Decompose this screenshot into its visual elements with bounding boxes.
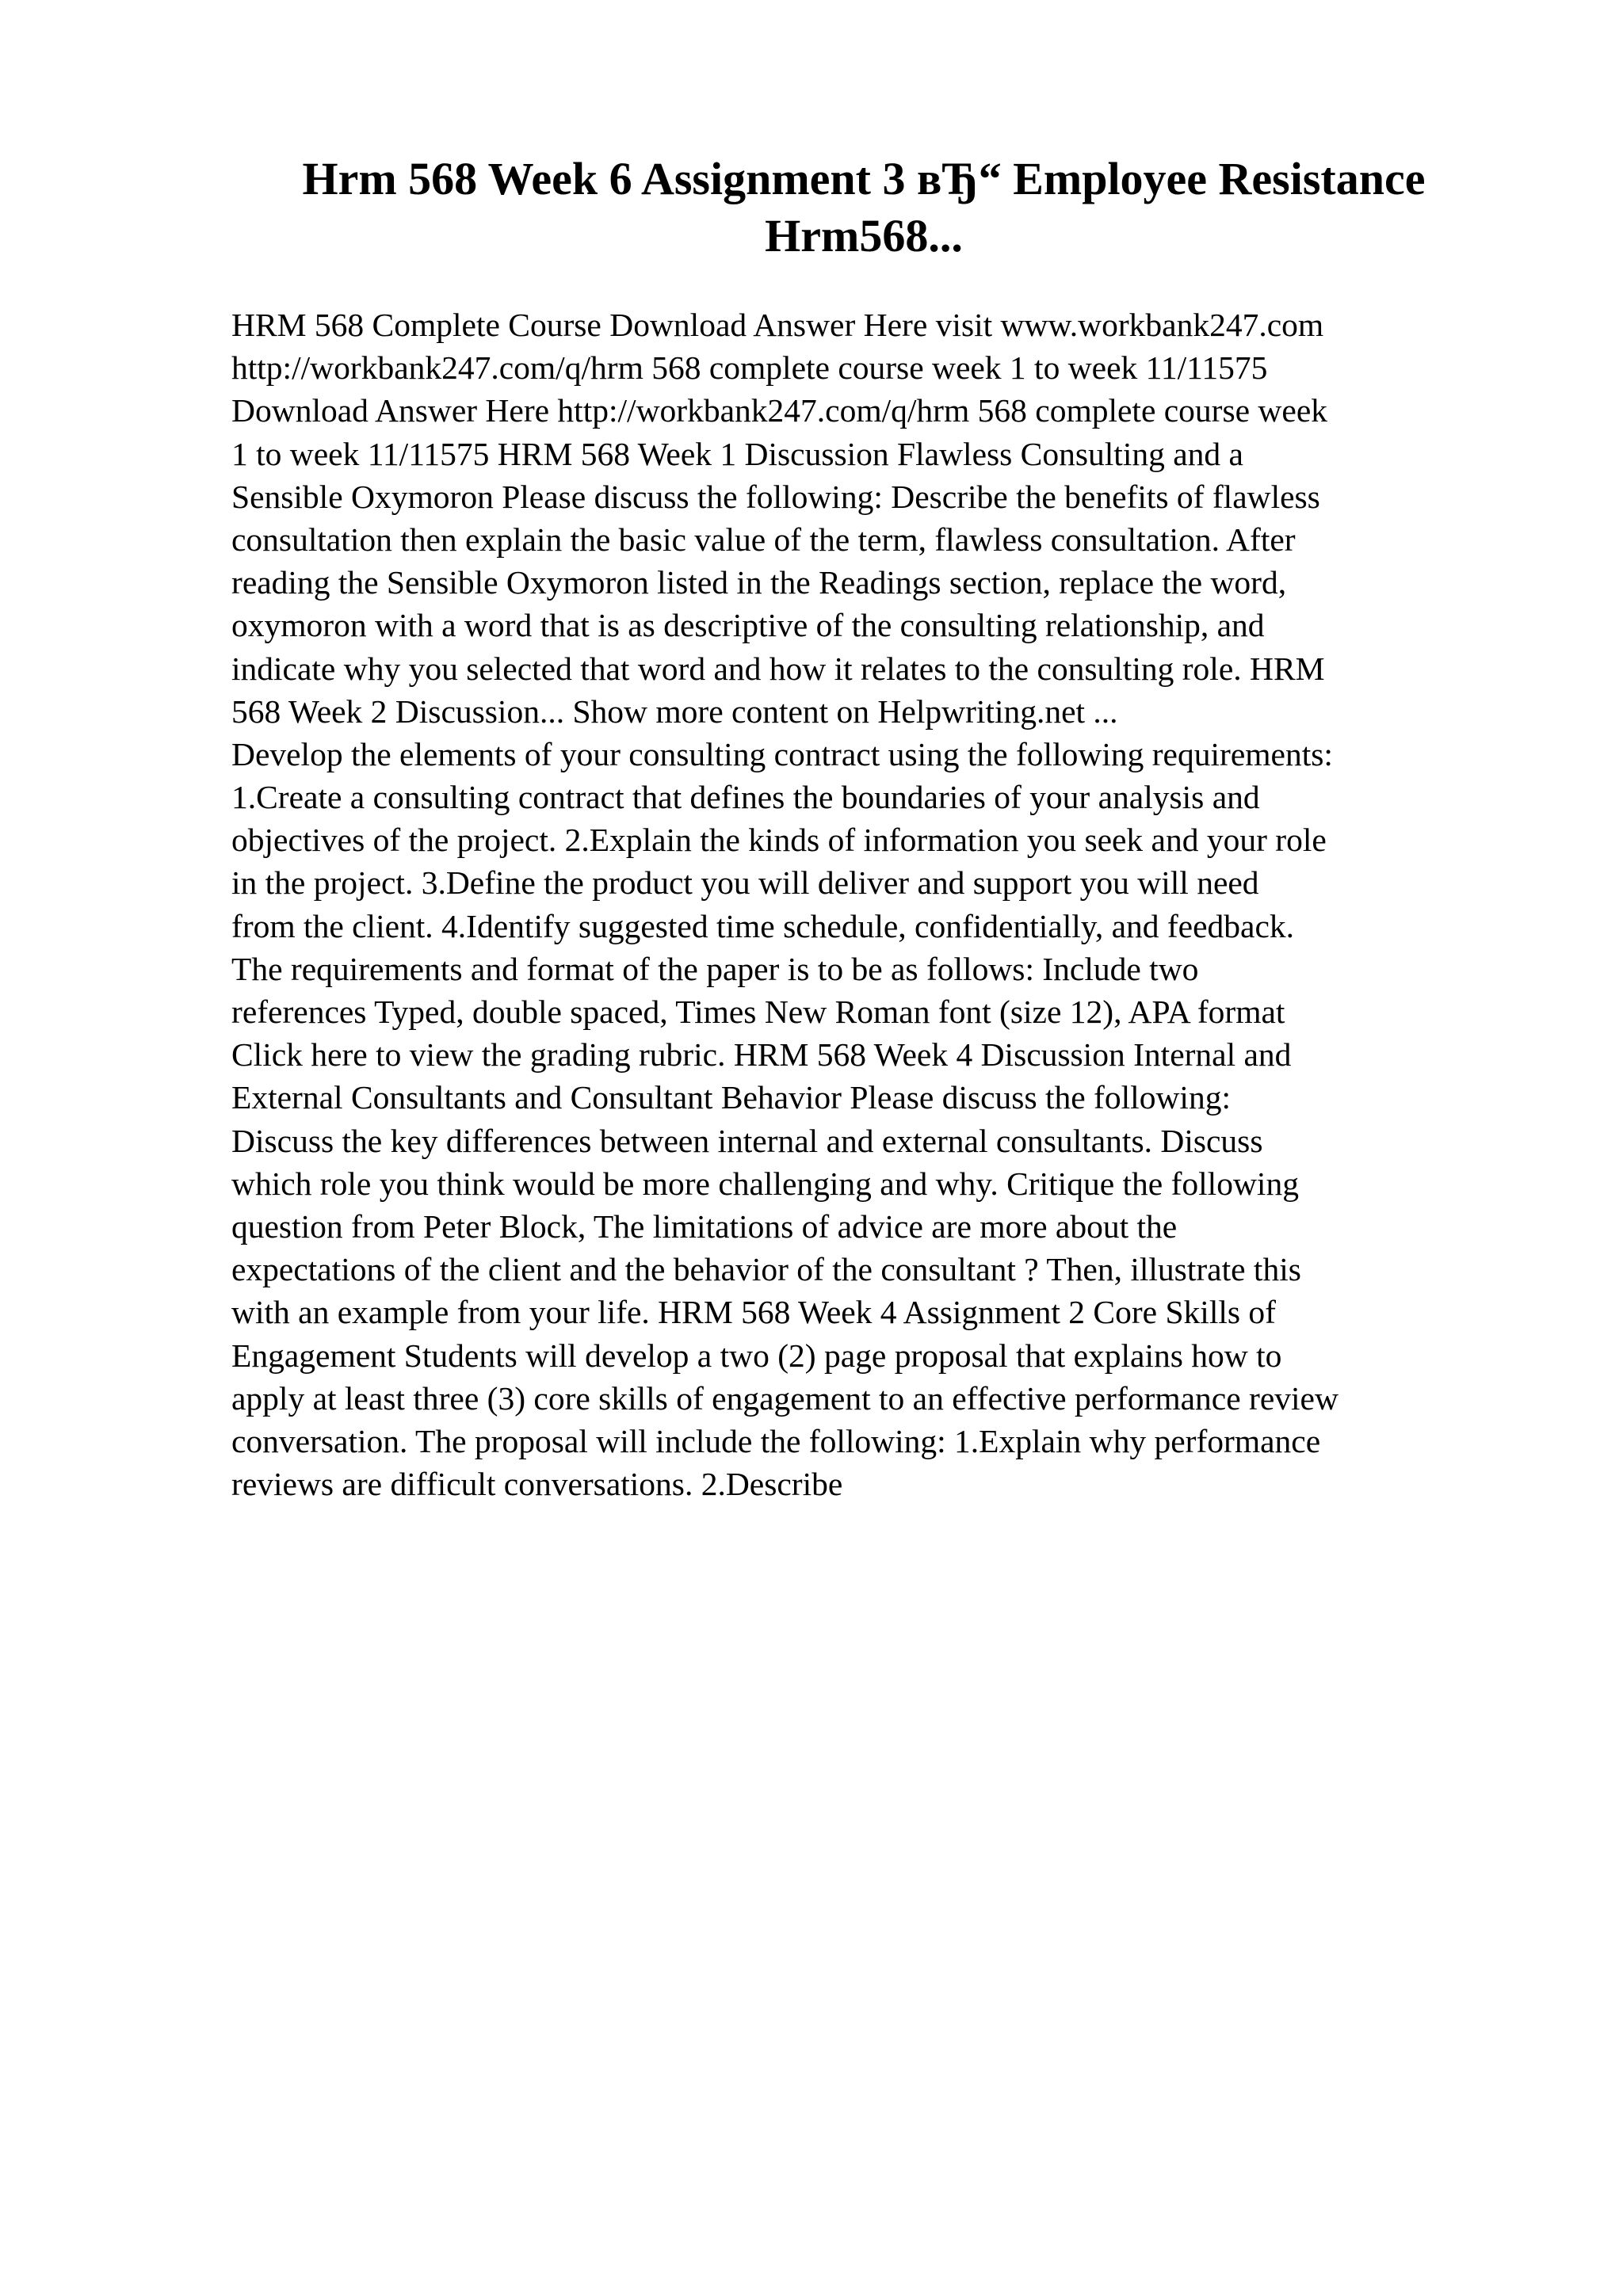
body-text-line: http://workbank247.com/q/hrm 568 complete course week 1 to week 11/11575 [231,349,1268,387]
body-text-line: Sensible Oxymoron Please discuss the following: Describe the benefits of flawless [231,478,1320,515]
body-text-line: which role you think would be more challenging and why. Critique the following [231,1165,1299,1202]
body-text-line: objectives of the project. 2.Explain the kinds of information you seek and your role [231,822,1327,859]
body-text-line: 1 to week 11/11575 HRM 568 Week 1 Discussion Flawless Consulting and a [231,435,1243,472]
body-text-line: from the client. 4.Identify suggested time schedule, confidentially, and feedback. [231,907,1294,944]
body-text-line: Develop the elements of your consulting contract using the following requirements: [231,735,1333,772]
body-text-line: reading the Sensible Oxymoron listed in the Readings section, replace the word, [231,564,1287,601]
document-body [231,303,1499,1505]
body-text-line: reviews are difficult conversations. 2.Describe [231,1466,843,1503]
body-text-line: question from Peter Block, The limitations of advice are more about the [231,1207,1178,1245]
body-text-line: External Consultants and Consultant Behavior Please discuss the following: [231,1079,1231,1116]
body-text-line: with an example from your life. HRM 568 Week 4 Assignment 2 Core Skills of [231,1294,1276,1331]
body-text-line: expectations of the client and the behavior of the consultant ? Then, illustrate this [231,1251,1301,1288]
body-text-line: references Typed, double spaced, Times New Roman font (size 12), APA format [231,994,1285,1030]
document-title: Hrm 568 Week 6 Assignment 3 вЂ“ Employee Resistance Hrm568... [302,153,1426,261]
body-text-line: consultation then explain the basic value of the term, flawless consultation. After [231,521,1296,558]
body-text-line: 1.Create a consulting contract that defines the boundaries of your analysis and [231,779,1260,816]
body-text-line: in the project. 3.Define the product you will deliver and support you will need [231,864,1259,902]
body-text-line: Discuss the key differences between internal and external consultants. Discuss [231,1122,1263,1159]
body-text-line: 568 Week 2 Discussion... Show more content on Helpwriting.net ... [231,692,1118,730]
body-text-line: conversation. The proposal will include the following: 1.Explain why performance [231,1422,1321,1459]
body-text-line: HRM 568 Complete Course Download Answer Here visit www.workbank247.com [231,307,1324,343]
body-text-line: The requirements and format of the paper is to be as follows: Include two [231,950,1199,987]
body-text-line: indicate why you selected that word and how it relates to the consulting role. HRM [231,650,1325,687]
body-text-line: Click here to view the grading rubric. HRM 568 Week 4 Discussion Internal and [231,1036,1292,1074]
body-text-line: Engagement Students will develop a two (2) page proposal that explains how to [231,1337,1282,1374]
body-text-line: Download Answer Here http://workbank247.com/q/hrm 568 complete course week [231,392,1327,429]
body-text-line: apply at least three (3) core skills of engagement to an effective performance review [231,1379,1338,1417]
body-text-line: oxymoron with a word that is as descriptive of the consulting relationship, and [231,607,1265,644]
